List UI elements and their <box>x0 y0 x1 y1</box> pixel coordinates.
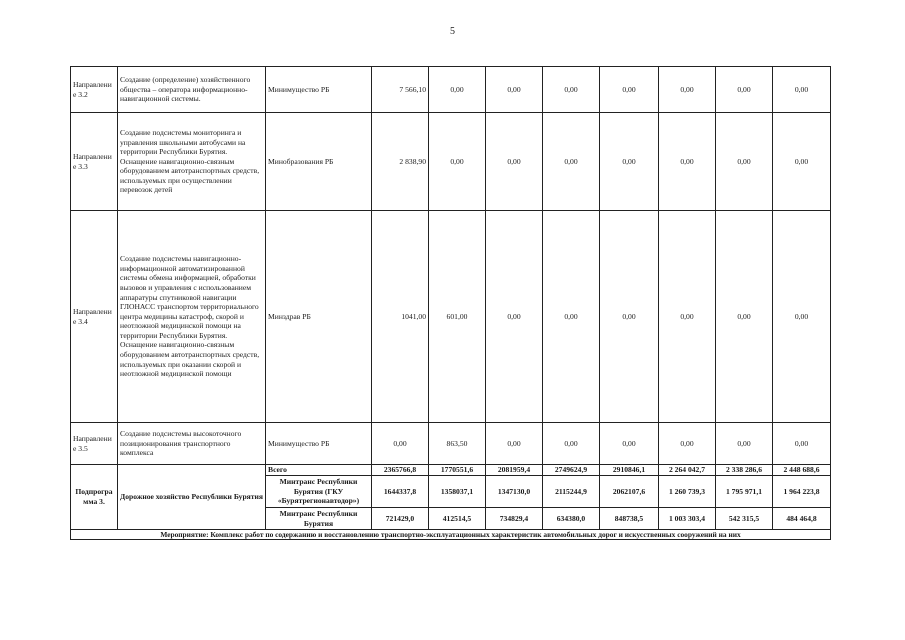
row-executor: Минздрав РБ <box>266 211 372 423</box>
subprogram-name: Дорожное хозяйство Республики Бурятия <box>118 465 266 530</box>
value-cell: 1 003 303,4 <box>659 508 716 530</box>
value-cell: 0,00 <box>773 113 831 211</box>
row-description: Создание подсистемы навигационно-информационной автоматизированной системы обмена информацией, обработки вызовов и управления с использованием аппаратуры спутниковой навигации ГЛОНАСС транспортом территориального центра медицины катастроф, скорой и неотложной медицинской помощи на территории Республики Бурятия. Оснащение навигационно-связным оборудованием автотранспортных средств, используемых при оказании скорой и неотложной медицинской помощи <box>118 211 266 423</box>
value-cell: 848738,5 <box>600 508 659 530</box>
value-cell: 1358037,1 <box>429 476 486 508</box>
table-row <box>71 113 831 211</box>
subprogram-executor: Всего <box>266 465 372 476</box>
value-cell: 0,00 <box>543 423 600 465</box>
row-description: Создание подсистемы мониторинга и управления школьными автобусами на территории Республики Бурятия. Оснащение навигационно-связным оборудованием автотранспортных средств, используемых при осуществлении перевозок детей <box>118 113 266 211</box>
value-cell: 2365766,8 <box>372 465 429 476</box>
row-code: Направлени е 3.5 <box>71 423 118 465</box>
value-cell: 863,50 <box>429 423 486 465</box>
value-cell: 0,00 <box>486 423 543 465</box>
activity-row <box>71 530 831 540</box>
value-cell: 0,00 <box>716 67 773 113</box>
row-code: Направлени е 3.3 <box>71 113 118 211</box>
value-cell: 2081959,4 <box>486 465 543 476</box>
page-number: 5 <box>450 26 455 37</box>
value-cell: 1041,00 <box>372 211 429 423</box>
row-description: Создание (определение) хозяйственного общества – оператора информационно-навигационной системы. <box>118 67 266 113</box>
value-cell: 0,00 <box>773 423 831 465</box>
value-cell: 1 964 223,8 <box>773 476 831 508</box>
row-executor: Минимущество РБ <box>266 67 372 113</box>
value-cell: 1770551,6 <box>429 465 486 476</box>
row-code: Направлени е 3.4 <box>71 211 118 423</box>
subprogram-executor: Минтранс Республики Бурятия <box>266 508 372 530</box>
value-cell: 542 315,5 <box>716 508 773 530</box>
value-cell: 2 838,90 <box>372 113 429 211</box>
value-cell: 0,00 <box>716 113 773 211</box>
value-cell: 2115244,9 <box>543 476 600 508</box>
value-cell: 484 464,8 <box>773 508 831 530</box>
row-description: Создание подсистемы высокоточного позиционирования транспортного комплекса <box>118 423 266 465</box>
value-cell: 2 338 286,6 <box>716 465 773 476</box>
value-cell: 1347130,0 <box>486 476 543 508</box>
value-cell: 2 264 042,7 <box>659 465 716 476</box>
subprogram-code: Подпрогра мма 3. <box>71 465 118 530</box>
value-cell: 412514,5 <box>429 508 486 530</box>
value-cell: 0,00 <box>716 211 773 423</box>
activity-title: Мероприятие: Комплекс работ по содержанию и восстановлению транспортно-эксплуатационных характеристик автомобильных дорог и искусственных сооружений на них <box>71 530 831 540</box>
value-cell: 634380,0 <box>543 508 600 530</box>
value-cell: 2749624,9 <box>543 465 600 476</box>
value-cell: 0,00 <box>372 423 429 465</box>
row-executor: Минимущество РБ <box>266 423 372 465</box>
subprogram-total-row <box>71 465 831 476</box>
value-cell: 1 260 739,3 <box>659 476 716 508</box>
row-executor: Минобразования РБ <box>266 113 372 211</box>
value-cell: 0,00 <box>543 113 600 211</box>
value-cell: 0,00 <box>600 423 659 465</box>
value-cell: 1644337,8 <box>372 476 429 508</box>
subprogram-executor: Минтранс Республики Бурятия (ГКУ «Бурятрегионавтодор») <box>266 476 372 508</box>
value-cell: 0,00 <box>659 67 716 113</box>
value-cell: 0,00 <box>659 211 716 423</box>
table-row <box>71 67 831 113</box>
value-cell: 0,00 <box>429 113 486 211</box>
value-cell: 0,00 <box>600 211 659 423</box>
value-cell: 734829,4 <box>486 508 543 530</box>
value-cell: 0,00 <box>600 67 659 113</box>
value-cell: 7 566,10 <box>372 67 429 113</box>
value-cell: 0,00 <box>543 211 600 423</box>
value-cell: 1 795 971,1 <box>716 476 773 508</box>
row-code: Направлени е 3.2 <box>71 67 118 113</box>
value-cell: 0,00 <box>716 423 773 465</box>
value-cell: 2062107,6 <box>600 476 659 508</box>
value-cell: 0,00 <box>429 67 486 113</box>
value-cell: 0,00 <box>659 113 716 211</box>
value-cell: 0,00 <box>659 423 716 465</box>
value-cell: 0,00 <box>543 67 600 113</box>
table-row <box>71 423 831 465</box>
value-cell: 0,00 <box>486 67 543 113</box>
value-cell: 0,00 <box>600 113 659 211</box>
budget-table <box>70 66 831 540</box>
value-cell: 601,00 <box>429 211 486 423</box>
value-cell: 0,00 <box>486 211 543 423</box>
table-row <box>71 211 831 423</box>
value-cell: 721429,0 <box>372 508 429 530</box>
value-cell: 0,00 <box>486 113 543 211</box>
value-cell: 0,00 <box>773 67 831 113</box>
value-cell: 2910846,1 <box>600 465 659 476</box>
value-cell: 0,00 <box>773 211 831 423</box>
value-cell: 2 448 688,6 <box>773 465 831 476</box>
